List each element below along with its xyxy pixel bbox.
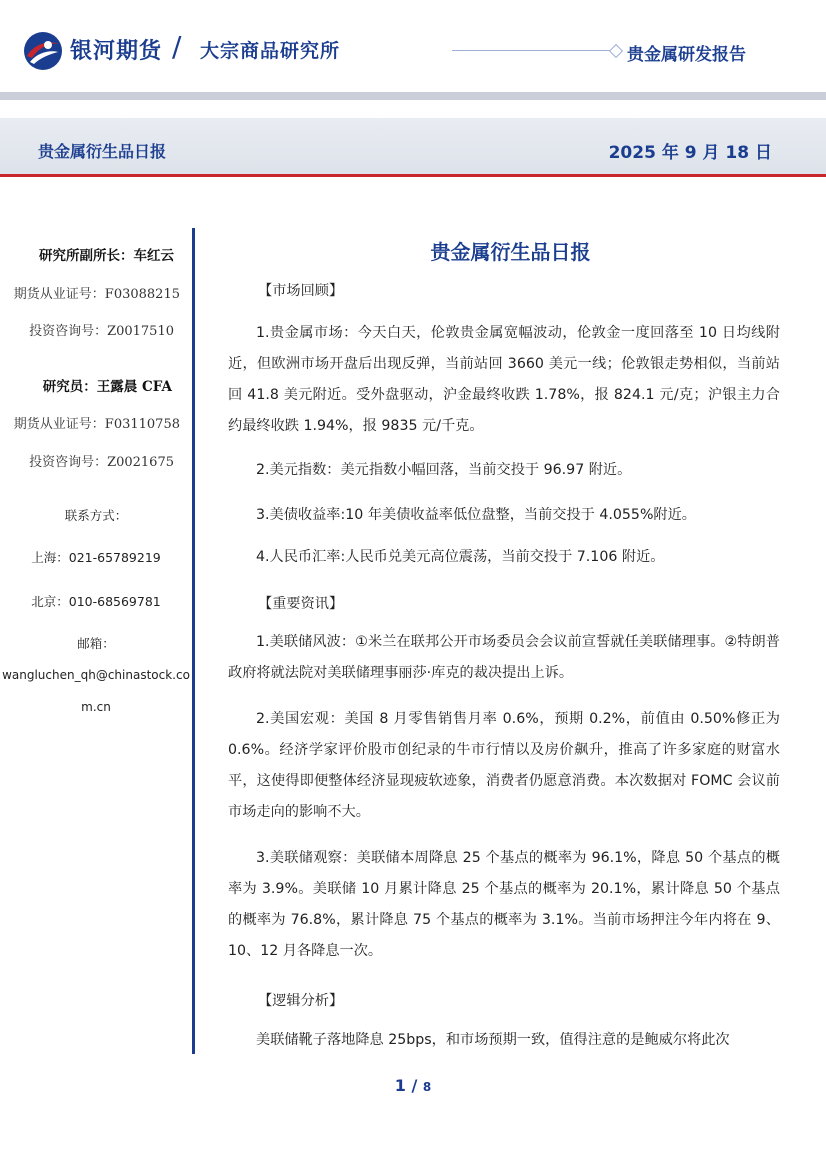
band-title: 贵金属衍生品日报 xyxy=(38,142,167,161)
sidebar-shanghai-phone: 上海：021-65789219 xyxy=(31,550,161,565)
sidebar-divider xyxy=(192,228,195,1054)
paragraph-precious-metals: 1.贵金属市场：今天白天，伦敦贵金属宽幅波动，伦敦金一度回落至 10 日均线附近，但欧洲市场开盘后出现反弹，当前站回 3660 美元一线；伦敦银走势相似，当前站回 41.8 美元附近。受外盘驱动，沪金最终收跌 1.78%，报 824.1 元/克；沪银主力合约最终收跌 1.94%，报 9835 元/千克。 xyxy=(228,325,780,434)
paragraph-fed-watch: 3.美联储观察：美联储本周降息 25 个基点的概率为 96.1%，降息 50 个基点的概率为 3.9%。美联储 10 月累计降息 25 个基点的概率为 20.1%，累计降息 50 个基点的概率为 76.8%，累计降息 75 个基点的概率为 3.1%。当前市场押注今年内将在 9、10、12 月各降息一次。 xyxy=(228,850,780,959)
sidebar-license-1: 期货从业证号：F03088215 xyxy=(13,287,180,302)
sidebar-email-label: 邮箱： xyxy=(77,636,115,651)
paragraph-fed-storm: 1.美联储风波：①米兰在联邦公开市场委员会会议前宣誓就任美联储理事。②特朗普政府将就法院对美联储理事丽莎·库克的裁决提出上诉。 xyxy=(228,634,780,681)
sidebar-consult-1: 投资咨询号：Z0017510 xyxy=(29,324,174,339)
sidebar-researcher: 研究员：王露晨 CFA xyxy=(42,379,172,395)
paragraph-us-macro: 2.美国宏观：美国 8 月零售销售月率 0.6%，预期 0.2%，前值由 0.50%修正为 0.6%。经济学家评价股市创纪录的牛市行情以及房价飙升，推高了许多家庭的财富水平，这使得即便整体经济显现疲软迹象，消费者仍愿意消费。本次数据对 FOMC 会议前市场走向的影响不大。 xyxy=(228,711,780,820)
sidebar-deputy-director: 研究所副所长：车红云 xyxy=(39,248,174,264)
page-separator: / xyxy=(405,1076,423,1095)
section-heading-logic-analysis: 【逻辑分析】 xyxy=(258,993,344,1009)
brand-name: 银河期货 xyxy=(70,39,163,64)
section-heading-market-review: 【市场回顾】 xyxy=(258,283,344,299)
header-band xyxy=(0,92,826,100)
sidebar-beijing-phone: 北京：010-68569781 xyxy=(31,594,161,609)
total-pages: 8 xyxy=(422,1080,432,1094)
paragraph-treasury-yield: 3.美债收益率:10 年美债收益率低位盘整，当前交投于 4.055%附近。 xyxy=(256,507,696,523)
report-type: 贵金属研发报告 xyxy=(627,45,746,65)
document-title: 贵金属衍生品日报 xyxy=(430,240,591,264)
report-date: 2025 年 9 月 18 日 xyxy=(608,143,772,163)
sidebar-email-line-1[interactable]: wangluchen_qh@chinastock.co xyxy=(2,668,190,682)
sidebar-contact-label: 联系方式： xyxy=(64,508,128,523)
sidebar-consult-2: 投资咨询号：Z0021675 xyxy=(29,455,174,470)
paragraph-logic: 美联储靴子落地降息 25bps，和市场预期一致，值得注意的是鲍威尔将此次 xyxy=(256,1032,730,1048)
paragraph-dollar-index: 2.美元指数：美元指数小幅回落，当前交投于 96.97 附近。 xyxy=(256,462,632,478)
current-page: 1 xyxy=(394,1076,406,1095)
page-number xyxy=(0,1076,826,1095)
galaxy-futures-logo-icon xyxy=(22,30,64,72)
title-band-accent-line xyxy=(0,174,826,177)
section-heading-key-news: 【重要资讯】 xyxy=(258,596,344,612)
sidebar-license-2: 期货从业证号：F03110758 xyxy=(13,417,180,432)
brand-separator: / xyxy=(172,30,182,63)
sidebar-email-line-2[interactable]: m.cn xyxy=(81,700,111,714)
paragraph-rmb-rate: 4.人民币汇率:人民币兑美元高位震荡，当前交投于 7.106 附近。 xyxy=(256,549,665,565)
header-divider-line xyxy=(452,50,612,51)
institute-name: 大宗商品研究所 xyxy=(200,40,341,62)
